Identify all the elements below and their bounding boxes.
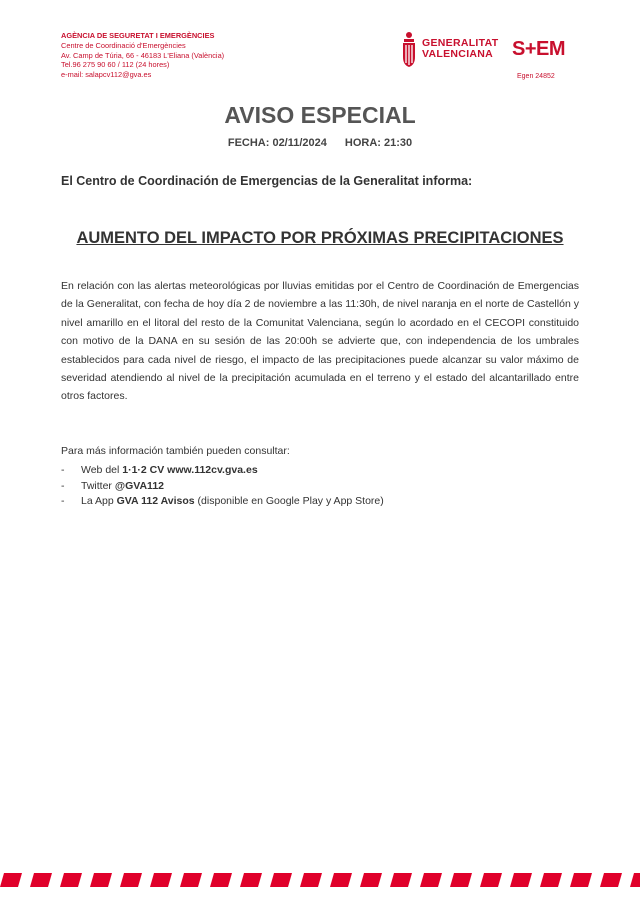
footer-stripe [0, 873, 640, 887]
list-item [61, 494, 384, 510]
logo-line-2: VALENCIANA [422, 48, 494, 60]
generalitat-wordmark [422, 38, 498, 60]
twitter-link[interactable]: @GVA112 [114, 479, 164, 492]
link-prefix: La App [81, 495, 117, 507]
agency-email: e-mail: salapcv112@gva.es [61, 70, 152, 80]
egen-code: Egen 24852 [517, 73, 555, 80]
list-dash: - [61, 464, 65, 476]
info-links-list [61, 463, 384, 510]
intro-text: El Centro de Coordinación de Emergencias de la Generalitat informa: [61, 174, 473, 188]
link-suffix: (disponible en Google Play y App Store) [194, 495, 384, 507]
web-link[interactable]: 1·1·2 CV www.112cv.gva.es [122, 464, 258, 476]
list-dash: - [61, 479, 65, 492]
headline: AUMENTO DEL IMPACTO POR PRÓXIMAS PRECIPITACIONES [76, 229, 564, 247]
app-link[interactable]: GVA 112 Avisos [116, 495, 195, 507]
body-paragraph: En relación con las alertas meteorológicas por lluvias emitidas por el Centro de Coordinación de Emergencias de la Generalitat, con fecha de hoy día 2 de noviembre a las 11:30h, de nivel naranja en el norte de Castellón y nivel amarillo en el litoral del resto de la Comunitat Valenciana, según lo acordado en el CECOPI constituido con motivo de la DANA en su sesión de las 20:00h se advierte que, con independencia de los umbrales establecidos para cada nivel de riesgo, el impacto de las precipitaciones puede alcanzar su valor máximo de severidad atendiendo al nivel de la precipitación acumulada en el terreno y el estado del alcantarillado entre otros factores. [61, 280, 579, 403]
date-label: FECHA: 02/11/2024 [227, 137, 327, 149]
list-dash: - [61, 495, 65, 507]
sem-logo: S+EM [512, 38, 566, 60]
time-label: HORA: 21:30 [344, 137, 413, 149]
agency-phone: Tel.96 275 90 60 / 112 (24 hores) [61, 60, 170, 70]
generalitat-emblem-icon [400, 31, 418, 69]
list-item [61, 479, 384, 495]
logo-line-1: GENERALITAT [422, 37, 499, 49]
agency-name: AGÈNCIA DE SEGURETAT I EMERGÈNCIES [61, 31, 215, 40]
link-prefix: Web del [81, 464, 123, 476]
agency-address: Av. Camp de Túria, 66 - 46183 L'Eliana (València) [61, 50, 225, 60]
more-info-label: Para más información también pueden consultar: [61, 445, 290, 457]
date-time-line [0, 137, 640, 149]
agency-block [61, 31, 224, 80]
generalitat-logo [400, 31, 500, 71]
list-item [61, 463, 384, 479]
agency-center: Centre de Coordinació d'Emergències [61, 40, 186, 50]
page-title: AVISO ESPECIAL [224, 102, 416, 128]
link-prefix: Twitter [81, 479, 115, 492]
